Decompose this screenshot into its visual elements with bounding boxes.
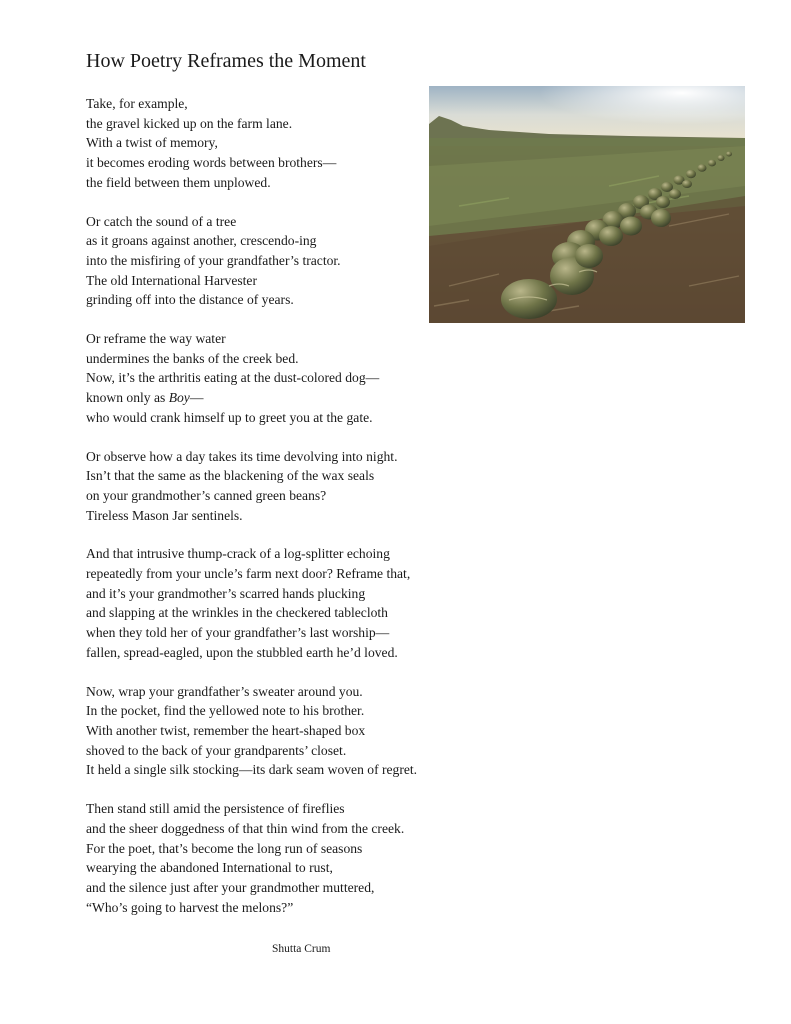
poem-line: Now, wrap your grandfather’s sweater around you. bbox=[86, 683, 363, 699]
poem-line: Take, for example, bbox=[86, 96, 188, 111]
poem-line: In the pocket, find the yellowed note to his brother. bbox=[86, 703, 365, 719]
dog-name: Boy bbox=[168, 390, 190, 406]
poem-body bbox=[86, 94, 486, 936]
author-name: Shutta Crum bbox=[272, 943, 331, 955]
poem-line: With another twist, remember the heart-shaped box bbox=[86, 722, 366, 738]
poem-line: With a twist of memory, bbox=[86, 135, 218, 151]
poem-line: shoved to the back of your grandparents’ closet. bbox=[86, 742, 347, 758]
poem-line: who would crank himself up to greet you at the gate. bbox=[86, 409, 373, 425]
stanza-3 bbox=[86, 329, 486, 428]
poem-line: Now, it’s the arthritis eating at the dust-colored dog— bbox=[86, 370, 380, 386]
poem-title: How Poetry Reframes the Moment bbox=[86, 50, 366, 72]
poem-line bbox=[86, 388, 486, 408]
poem-line: And that intrusive thump-crack of a log-splitter echoing bbox=[86, 546, 390, 562]
poem-line: undermines the banks of the creek bed. bbox=[86, 350, 299, 366]
poem-line: and slapping at the wrinkles in the checkered tablecloth bbox=[86, 605, 388, 621]
poem-line: fallen, spread-eagled, upon the stubbled earth he’d loved. bbox=[86, 644, 398, 660]
stanza-7 bbox=[86, 799, 486, 917]
poem-line: as it groans against another, crescendo-ing bbox=[86, 233, 317, 249]
poem-line: Or reframe the way water bbox=[86, 331, 226, 347]
poem-line: when they told her of your grandfather’s last worship— bbox=[86, 625, 390, 641]
poem-line: Then stand still amid the persistence of fireflies bbox=[86, 801, 345, 817]
poem-line: on your grandmother’s canned green beans? bbox=[86, 487, 327, 503]
poem-line: it becomes eroding words between brothers— bbox=[86, 155, 337, 171]
poem-line: grinding off into the distance of years. bbox=[86, 292, 294, 308]
poem-line: It held a single silk stocking—its dark seam woven of regret. bbox=[86, 762, 418, 778]
poem-line: Or catch the sound of a tree bbox=[86, 213, 237, 229]
poem-line: The old International Harvester bbox=[86, 272, 257, 288]
stanza-6 bbox=[86, 682, 486, 781]
poem-line: Tireless Mason Jar sentinels. bbox=[86, 507, 243, 523]
poem-line: and the silence just after your grandmother muttered, bbox=[86, 879, 375, 895]
poem-line: Or observe how a day takes its time devolving into night. bbox=[86, 448, 398, 464]
poem-line: the gravel kicked up on the farm lane. bbox=[86, 115, 293, 131]
poem-line: wearying the abandoned International to rust, bbox=[86, 860, 333, 876]
poem-line: repeatedly from your uncle’s farm next door? Reframe that, bbox=[86, 566, 411, 582]
stanza-1 bbox=[86, 94, 486, 193]
poem-line: the field between them unplowed. bbox=[86, 174, 271, 190]
stanza-2 bbox=[86, 212, 486, 311]
em-dash: — bbox=[189, 390, 204, 406]
poem-line: “Who’s going to harvest the melons?” bbox=[86, 899, 294, 915]
poem-line: into the misfiring of your grandfather’s tractor. bbox=[86, 252, 341, 268]
poem-line: and the sheer doggedness of that thin wind from the creek. bbox=[86, 820, 405, 836]
poem-line-text: known only as bbox=[86, 390, 169, 406]
stanza-4 bbox=[86, 447, 486, 526]
poem-line: and it’s your grandmother’s scarred hands plucking bbox=[86, 585, 366, 601]
poem-line: For the poet, that’s become the long run of seasons bbox=[86, 840, 363, 856]
poem-line: Isn’t that the same as the blackening of the wax seals bbox=[86, 468, 375, 484]
stanza-5 bbox=[86, 544, 486, 662]
